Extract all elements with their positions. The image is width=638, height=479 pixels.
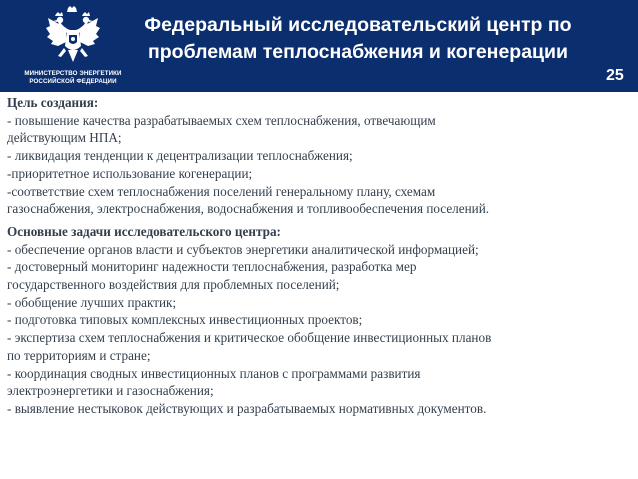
slide-body (7, 94, 635, 418)
purpose-line: - повышение качества разрабатываемых схем теплоснабжения, отвечающим (7, 112, 436, 128)
tasks-line: государственного воздействия для проблемных поселений; (7, 277, 340, 293)
double-headed-eagle-icon (44, 6, 102, 68)
tasks-line: - обобщение лучших практик; (7, 294, 177, 310)
ministry-name-line-2: РОССИЙСКОЙ ФЕДЕРАЦИИ (29, 78, 117, 85)
purpose-line: -соответствие схем теплоснабжения поселений генеральному плану, схемам (7, 183, 436, 199)
page-number: 25 (606, 67, 624, 84)
tasks-line: - экспертиза схем теплоснабжения и критическое обобщение инвестиционных планов (7, 330, 492, 346)
tasks-line: по территориям и стране; (7, 347, 151, 363)
purpose-line: - ликвидация тенденции к децентрализации теплоснабжения; (7, 148, 353, 164)
tasks-line: электроэнергетики и газоснабжения; (7, 383, 214, 399)
header-banner (0, 0, 638, 92)
slide-title-line-2: проблемам теплоснабжения и когенерации (147, 41, 569, 63)
purpose-section (7, 94, 635, 218)
tasks-section (7, 223, 635, 418)
tasks-line: - достоверный мониторинг надежности теплоснабжения, разработка мер (7, 259, 417, 275)
tasks-line: - выявление нестыковок действующих и разрабатываемых нормативных документов. (7, 400, 487, 416)
purpose-line: действующим НПА; (7, 130, 122, 146)
slide-title (118, 12, 598, 66)
purpose-line: -приоритетное использование когенерации; (7, 165, 253, 181)
tasks-line: - подготовка типовых комплексных инвестиционных проектов; (7, 312, 363, 328)
tasks-line: - обеспечение органов власти и субъектов энергетики аналитической информацией; (7, 241, 479, 257)
purpose-line: газоснабжения, электроснабжения, водоснабжения и топливообеспечения поселений. (7, 201, 490, 217)
ministry-logo (24, 6, 122, 90)
tasks-heading: Основные задачи исследовательского центра: (7, 223, 281, 239)
purpose-heading: Цель создания: (7, 95, 99, 110)
slide-title-line-1: Федеральный исследовательский центр по (144, 14, 572, 36)
ministry-name-line-1: МИНИСТЕРСТВО ЭНЕРГЕТИКИ (24, 70, 122, 77)
tasks-line: - координация сводных инвестиционных планов с программами развития (7, 365, 421, 381)
